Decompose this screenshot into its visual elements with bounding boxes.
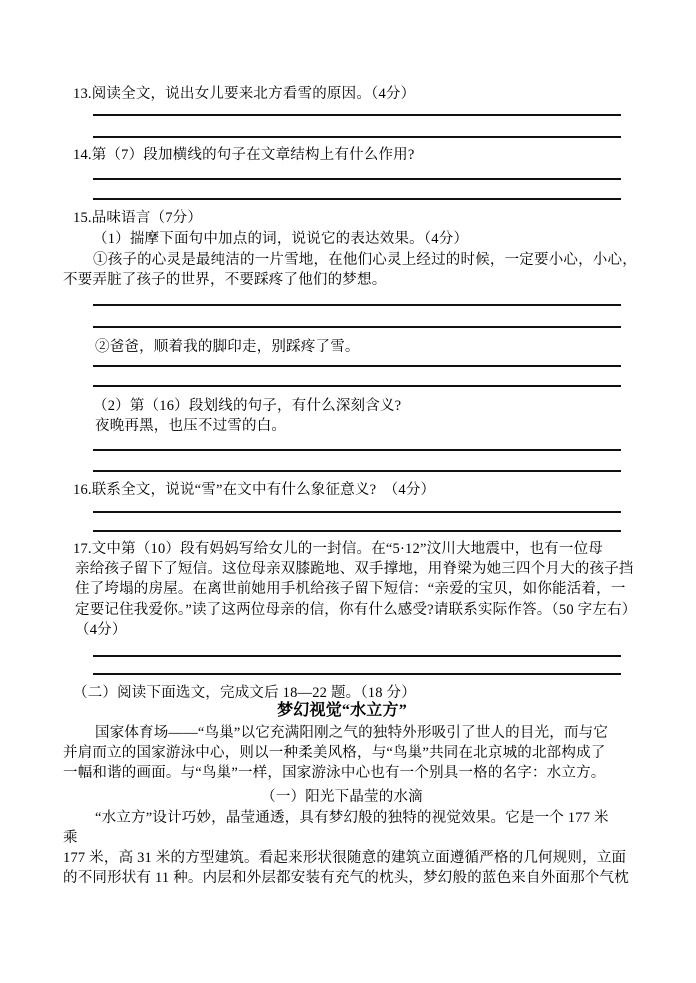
essay-paragraph-1-line-1: 国家体育场——“鸟巢”以它充满阳刚之气的独特外形吸引了世人的目光，而与它 [95, 725, 609, 741]
answer-line [93, 136, 621, 138]
answer-line [93, 530, 621, 532]
answer-line [93, 655, 621, 657]
quote-sentence-1-line-2: 不要弄脏了孩子的世界，不要踩疼了他们的梦想。 [63, 272, 387, 288]
essay-paragraph-2-line-2: 乘 [63, 830, 78, 846]
answer-line [93, 449, 621, 451]
answer-line [93, 304, 621, 306]
answer-line [93, 365, 621, 367]
question-15-sub1: （1）揣摩下面句中加点的词，说说它的表达效果。（4分） [93, 231, 469, 247]
essay-paragraph-1-line-2: 并肩而立的国家游泳中心，则以一种柔美风格，与“鸟巢”共同在北京城的北部构成了 [63, 745, 606, 761]
question-15-sub2: （2）第（16）段划线的句子，有什么深刻含义? [93, 398, 402, 414]
essay-title: 梦幻视觉“水立方” [277, 702, 407, 719]
answer-line [93, 178, 621, 180]
essay-subtitle: （一）阳光下晶莹的水滴 [261, 789, 423, 805]
quote-sentence-2: ②爸爸，顺着我的脚印走，别踩疼了雪。 [95, 339, 360, 355]
answer-line [93, 326, 621, 328]
answer-line [93, 114, 621, 116]
answer-line [93, 511, 621, 513]
question-17-line-1: 17.文中第（10）段有妈妈写给女儿的一封信。在“5·12”汶川大地震中，也有一位母 [73, 541, 603, 557]
essay-paragraph-2-line-1: “水立方”设计巧妙，晶莹通透，具有梦幻般的独特的视觉效果。它是一个 177 米 [95, 810, 609, 826]
question-13: 13.阅读全文，说出女儿要来北方看雪的原因。（4分） [73, 86, 416, 102]
essay-paragraph-2-line-3: 177 米，高 31 米的方型建筑。看起来形状很随意的建筑立面遵循严格的几何规则，立面 [63, 850, 627, 866]
question-17-line-5: （4分） [75, 622, 127, 638]
essay-paragraph-2-line-4: 的不同形状有 11 种。内层和外层都安装有充气的枕头，梦幻般的蓝色来自外面那个气枕 [63, 870, 629, 886]
section-2-intro: （二）阅读下面选文，完成文后 18—22 题。（18 分） [73, 685, 416, 701]
answer-line [93, 198, 621, 200]
answer-line [93, 673, 621, 675]
quote-sentence-1-line-1: ①孩子的心灵是最纯洁的一片雪地，在他们心灵上经过的时候，一定要小心，小心， [93, 252, 637, 268]
question-15-sub2-quote: 夜晚再黑，也压不过雪的白。 [95, 418, 287, 434]
question-16: 16.联系全文，说说“雪”在文中有什么象征意义? （4分） [73, 482, 436, 498]
question-15-heading: 15.品味语言（7分） [73, 210, 203, 226]
question-17-line-2: 亲给孩子留下了短信。这位母亲双膝跪地、双手撑地，用脊梁为她三四个月大的孩子挡 [75, 561, 634, 577]
question-14: 14.第（7）段加横线的句子在文章结构上有什么作用? [73, 147, 415, 163]
essay-paragraph-1-line-3: 一幅和谐的画面。与“鸟巢”一样，国家游泳中心也有一个别具一格的名字：水立方。 [63, 765, 606, 781]
answer-line [93, 385, 621, 387]
question-17-line-4: 定要记住我爱你。”读了这两位母亲的信，你有什么感受?请联系实际作答。（50 字左右） [75, 602, 637, 618]
answer-line [93, 470, 621, 472]
question-17-line-3: 住了垮塌的房屋。在离世前她用手机给孩子留下短信：“亲爱的宝贝，如你能活着，一 [75, 581, 626, 597]
